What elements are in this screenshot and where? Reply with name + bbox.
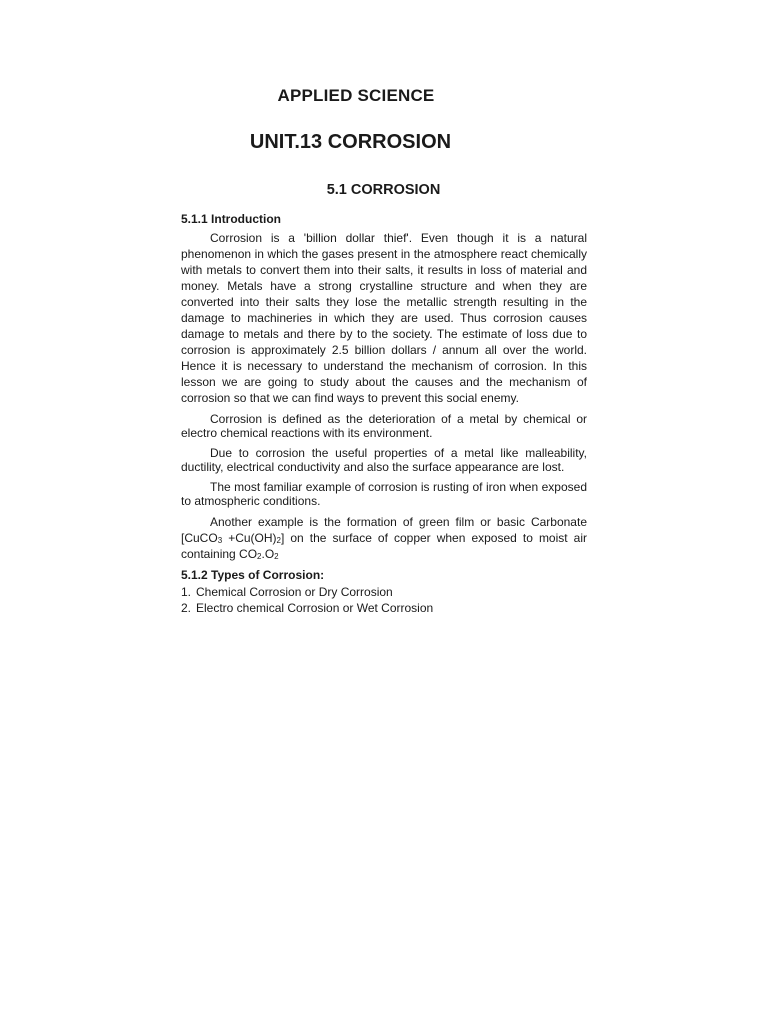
carbonate-text: ] on the surface of copper when exposed to moist air containing CO — [181, 531, 587, 561]
section-title: 5.1 CORROSION — [326, 182, 441, 198]
list-item — [181, 600, 587, 616]
rusting-paragraph: The most familiar example of corrosion is rusting of iron when exposed to atmospheric conditions. — [181, 480, 587, 508]
unit-title: UNIT.13 CORROSION — [249, 131, 452, 153]
carbonate-paragraph — [181, 514, 587, 562]
list-text: Chemical Corrosion or Dry Corrosion — [196, 585, 393, 599]
definition-paragraph: Corrosion is defined as the deterioration of a metal by chemical or electro chemical reactions with its environment. — [181, 412, 587, 440]
types-list — [181, 584, 587, 616]
properties-paragraph: Due to corrosion the useful properties of a metal like malleability, ductility, electrical conductivity and also the surface appearance are lost. — [181, 446, 587, 474]
list-item — [181, 584, 587, 600]
types-heading: 5.1.2 Types of Corrosion: — [181, 568, 325, 582]
intro-paragraph: Corrosion is a 'billion dollar thief'. Even though it is a natural phenomenon in which the gases present in the atmosphere react chemically with metals to convert them into their salts, it results in loss of material and money. Metals have a strong crystalline structure and when they are converted into their salts they lose the metallic strength resulting in the damage to machineries in which they are used. Thus corrosion causes damage to metals and there by to the society. The estimate of loss due to corrosion is approximately 2.5 billion dollars / annum all over the world. Hence it is necessary to understand the mechanism of corrosion. In this lesson we are going to study about the causes and the mechanism of corrosion so that we can find ways to prevent this social enemy. — [181, 231, 587, 405]
subscript: 2 — [257, 552, 262, 561]
list-text: Electro chemical Corrosion or Wet Corrosion — [196, 601, 434, 615]
intro-heading: 5.1.1 Introduction — [181, 212, 282, 226]
list-number: 1. — [181, 585, 192, 599]
document-body — [181, 211, 587, 616]
list-number: 2. — [181, 601, 192, 615]
subject-heading: APPLIED SCIENCE — [277, 86, 435, 105]
carbonate-text: +Cu(OH) — [222, 531, 277, 545]
subscript: 3 — [217, 536, 223, 545]
carbonate-text: .O — [261, 547, 275, 561]
subscript: 2 — [274, 552, 279, 561]
subscript: 2 — [276, 536, 281, 545]
carbonate-text: Another example is the formation of green film or basic Carbonate [CuCO — [181, 515, 587, 545]
